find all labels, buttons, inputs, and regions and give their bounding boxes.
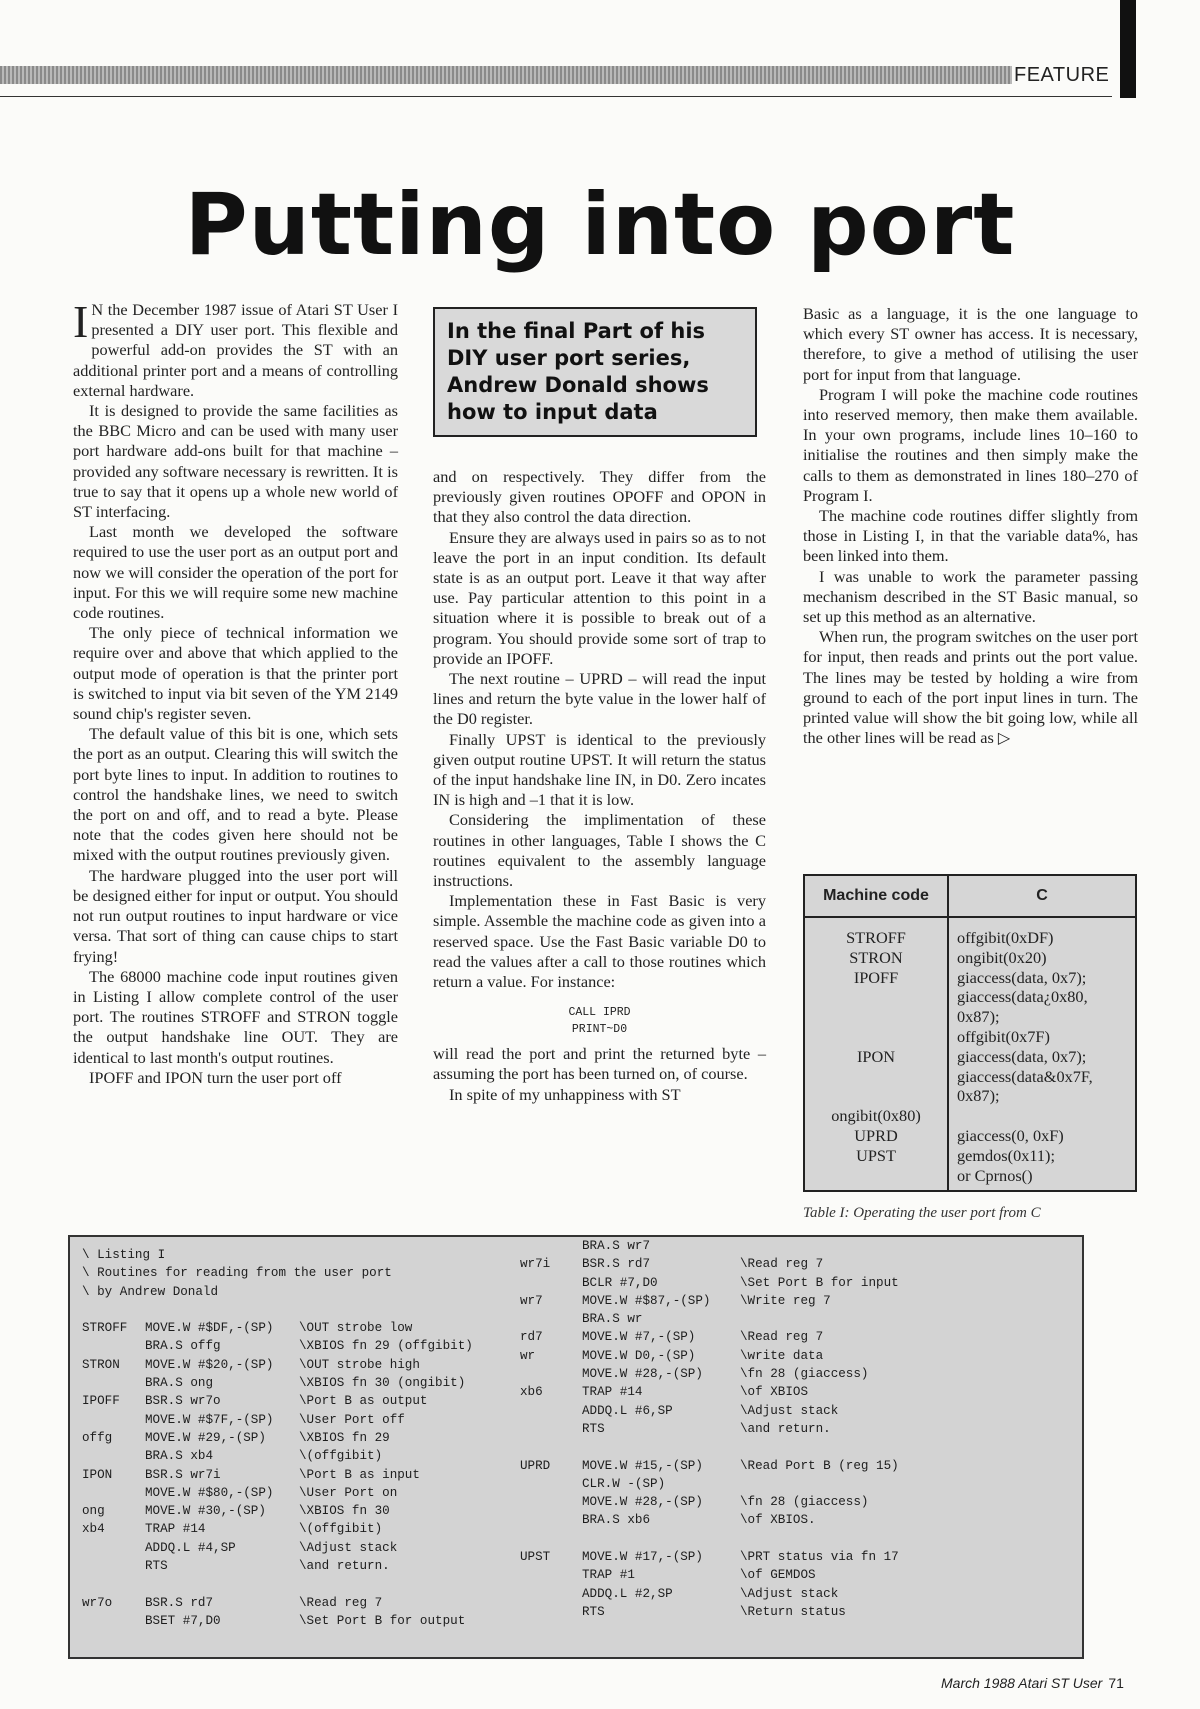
continued-arrow-icon: ▷ xyxy=(997,730,1011,748)
listing-instruction: BRA.S xb4 xyxy=(145,1449,214,1464)
section-label: FEATURE xyxy=(1014,64,1110,86)
table-cell-machine-code xyxy=(805,1166,947,1186)
listing-row xyxy=(520,1347,899,1365)
code-example xyxy=(433,1004,766,1038)
paragraph: The default value of this bit is one, which sets the port as an output. Clearing this will switch the port byte lines to input. In addition to routines to control the handshake lines, we need to switch the port on and off, and to read a byte. Please note that the codes given here should not be mixed with the output routines previously given. xyxy=(73,724,398,865)
listing-row xyxy=(82,1466,473,1484)
listing-comment: \(offgibit) xyxy=(299,1522,383,1537)
listing-label xyxy=(520,1310,582,1328)
header-rule-bar xyxy=(0,66,1012,84)
listing-instruction: BCLR #7,D0 xyxy=(582,1275,658,1290)
paragraph: I was unable to work the parameter passing mechanism described in the ST Basic manual, so set up this method as an alternative. xyxy=(803,566,1138,627)
table-cell-machine-code: UPRD xyxy=(854,1125,898,1145)
paragraph: In spite of my unhappiness with ST xyxy=(449,1084,681,1104)
listing-comment: \XBIOS fn 29 xyxy=(299,1430,390,1445)
listing-comment: \XBIOS fn 30 xyxy=(299,1504,390,1519)
listing-instruction: MOVE.W #28,-(SP) xyxy=(582,1367,703,1382)
listing-label xyxy=(520,1475,582,1493)
paragraph: When run, the program switches on the user port for input, then reads and prints out the port value. The lines may be tested by holding a wire from ground to each of the port input lines in turn. The printed value will show the bit going low, while all the other lines will be read as ▷ xyxy=(803,627,1138,748)
listing-instruction: BRA.S wr7 xyxy=(582,1239,651,1253)
listing-comment: \OUT strobe high xyxy=(299,1357,420,1372)
table-body xyxy=(805,918,1135,1190)
listing-instruction: BSR.S wr7i xyxy=(145,1467,221,1482)
listing-label xyxy=(82,1301,145,1319)
listing-comment: \Write reg 7 xyxy=(740,1293,831,1308)
table-cell-c: giaccess(data¿0x80, xyxy=(957,987,1088,1007)
listing-instruction: MOVE.W #$80,-(SP) xyxy=(145,1485,274,1500)
listing-instruction: ADDQ.L #6,SP xyxy=(582,1403,673,1418)
table-cell-c: giaccess(data, 0x7); xyxy=(957,967,1087,987)
listing-instruction: TRAP #1 xyxy=(582,1568,635,1583)
table-cell-c: or Cprnos() xyxy=(957,1165,1033,1185)
listing-row xyxy=(520,1548,899,1566)
listing-row xyxy=(82,1594,473,1612)
listing-row xyxy=(520,1383,899,1401)
table-cell-c: ongibit(0x20) xyxy=(957,947,1047,967)
table-cell-c: 0x87); xyxy=(957,1086,1000,1106)
listing-comment: \Adjust stack xyxy=(299,1540,398,1555)
listing-label: IPON xyxy=(82,1467,113,1482)
table-cell-machine-code xyxy=(805,1027,947,1047)
listing-label: ong xyxy=(82,1504,105,1519)
page-footer xyxy=(941,1675,1124,1691)
listing-row xyxy=(82,1283,473,1301)
listing-instruction: MOVE.W #30,-(SP) xyxy=(145,1504,266,1519)
listing-row xyxy=(520,1566,899,1584)
listing-label xyxy=(82,1484,145,1502)
listing-comment: \and return. xyxy=(299,1559,390,1574)
listing-label xyxy=(520,1530,582,1548)
table-cell-c: giaccess(data&0x7F, xyxy=(957,1066,1093,1086)
listing-row xyxy=(82,1447,473,1465)
listing-label xyxy=(82,1447,145,1465)
table-cell-c xyxy=(957,1106,1129,1126)
table-cell-c: giaccess(data, 0x7); xyxy=(957,1046,1087,1066)
table-column-c xyxy=(949,918,1135,1190)
listing-row xyxy=(82,1264,473,1282)
paragraph: Finally UPST is identical to the previously given output routine UPST. It will return the status of the input handshake line IN, in D0. Zero incates IN is high and –1 that it is low. xyxy=(433,729,766,810)
listing-label: wr7i xyxy=(520,1257,551,1272)
listing-row xyxy=(82,1301,473,1319)
listing-label: STROFF xyxy=(82,1321,128,1336)
listing-comment: \and return. xyxy=(740,1421,831,1436)
listing-label: offg xyxy=(82,1430,113,1445)
table-cell-c: 0x87); xyxy=(957,1007,1000,1027)
listing-row xyxy=(82,1356,473,1374)
standfirst-box: In the final Part of his DIY user port series, Andrew Donald shows how to input data xyxy=(433,307,757,437)
listing-instruction: CLR.W -(SP) xyxy=(582,1476,666,1491)
listing-comment: \(offgibit) xyxy=(299,1449,383,1464)
listing-label xyxy=(82,1575,145,1593)
page-number: 71 xyxy=(1108,1675,1124,1691)
table-cell-c: offgibit(0xDF) xyxy=(957,928,1054,947)
listing-row xyxy=(520,1365,899,1383)
listing-instruction xyxy=(145,1301,299,1319)
listing-row xyxy=(520,1237,899,1255)
listing-label: wr xyxy=(520,1348,536,1363)
listing-row xyxy=(82,1612,473,1630)
listing-label xyxy=(520,1493,582,1511)
listing-instruction: ADDQ.L #2,SP xyxy=(582,1586,673,1601)
listing-row xyxy=(520,1603,899,1621)
listing-row xyxy=(520,1402,899,1420)
header-thin-rule xyxy=(0,96,1112,97)
listing-row xyxy=(520,1511,899,1529)
listing-instruction: ADDQ.L #4,SP xyxy=(145,1540,236,1555)
listing-instruction: MOVE.W #28,-(SP) xyxy=(582,1495,703,1510)
listing-comment: \fn 28 (giaccess) xyxy=(740,1495,869,1510)
listing-row xyxy=(82,1429,473,1447)
listing-label: xb6 xyxy=(520,1385,543,1400)
listing-label xyxy=(520,1603,582,1621)
table-cell-machine-code: UPST xyxy=(856,1145,896,1165)
paragraph: Considering the implimentation of these routines in other languages, Table I shows the C routines equivalent to the assembly language instructions. xyxy=(433,810,766,891)
code-line: CALL IPRD xyxy=(568,1006,631,1020)
listing-label xyxy=(82,1539,145,1557)
listing-comment: \XBIOS fn 30 (ongibit) xyxy=(299,1376,466,1391)
table-cell-machine-code: STRON xyxy=(849,947,903,967)
listing-comment: \Read reg 7 xyxy=(299,1595,383,1610)
listing-label xyxy=(520,1585,582,1603)
listing-instruction: MOVE.W #$DF,-(SP) xyxy=(145,1321,274,1336)
listing-instruction: TRAP #14 xyxy=(145,1522,206,1537)
table-header-machine-code: Machine code xyxy=(805,876,949,916)
listing-row xyxy=(82,1319,473,1337)
listing-row xyxy=(520,1292,899,1310)
listing-row xyxy=(82,1246,473,1264)
listing-row xyxy=(520,1493,899,1511)
column-3 xyxy=(803,304,1138,749)
listing-label xyxy=(520,1237,582,1255)
paragraph: and on respectively. They differ from the previously given routines OPOFF and OPON in that they also control the data direction. xyxy=(433,467,766,527)
listing-row xyxy=(82,1520,473,1538)
listing-left-panel xyxy=(82,1246,473,1630)
listing-comment: \Port B as input xyxy=(299,1467,420,1482)
listing-row xyxy=(520,1438,899,1456)
listing-instruction: BSR.S rd7 xyxy=(145,1595,214,1610)
listing-row xyxy=(82,1557,473,1575)
paragraph: Last month we developed the software required to use the user port as an output port and now we will consider the operation of the port for input. For this we will require some new machine code routines. xyxy=(73,522,398,623)
paragraph: will read the port and print the returned byte – assuming the port has been turned on, of course. xyxy=(433,1044,766,1084)
paragraph: Implementation these in Fast Basic is very simple. Assemble the machine code as given into a reserved space. Use the Fast Basic variable D0 to read the values after a call to those routines which return a value. For instance: xyxy=(433,891,766,992)
listing-instruction: RTS xyxy=(582,1421,605,1436)
table-caption: Table I: Operating the user port from C xyxy=(803,1205,1041,1221)
listing-label xyxy=(520,1365,582,1383)
article-title: Putting into port xyxy=(184,175,1016,275)
listing-label xyxy=(82,1337,145,1355)
listing-comment: \User Port off xyxy=(299,1412,405,1427)
paragraph: The hardware plugged into the user port will be designed either for input or output. You should not run output routines to input hardware or vice versa. That sort of thing can cause chips to start frying! xyxy=(73,865,398,966)
table-cell-c: offgibit(0x7F) xyxy=(957,1026,1050,1046)
listing-label xyxy=(82,1557,145,1575)
listing-comment: \Read reg 7 xyxy=(740,1257,824,1272)
listing-instruction xyxy=(582,1438,740,1456)
listing-label: UPRD xyxy=(520,1458,551,1473)
listing-label: wr7 xyxy=(520,1293,543,1308)
table-cell-machine-code xyxy=(805,987,947,1007)
listing-comment: \write data xyxy=(740,1348,824,1363)
listing-row xyxy=(520,1457,899,1475)
paragraph: IPOFF and IPON turn the user port off xyxy=(89,1067,342,1087)
listing-comment: \PRT status via fn 17 xyxy=(740,1550,899,1565)
listing-instruction: MOVE.W #17,-(SP) xyxy=(582,1550,703,1565)
listing-label xyxy=(82,1411,145,1429)
table-cell-machine-code: IPOFF xyxy=(853,967,899,987)
listing-row xyxy=(82,1337,473,1355)
listing-instruction: MOVE.W #29,-(SP) xyxy=(145,1430,266,1445)
listing-instruction xyxy=(145,1575,299,1593)
table-header xyxy=(805,876,1135,918)
table-cell-machine-code xyxy=(805,1007,947,1027)
listing-instruction: MOVE.W D0,-(SP) xyxy=(582,1348,696,1363)
listing-row xyxy=(520,1420,899,1438)
listing-label xyxy=(520,1566,582,1584)
footer-issue: March 1988 Atari ST User xyxy=(941,1675,1103,1691)
listing-label xyxy=(520,1511,582,1529)
page-edge-bar xyxy=(1120,0,1136,98)
table-cell-machine-code xyxy=(805,1067,947,1087)
listing-comment: \of XBIOS. xyxy=(740,1513,816,1528)
paragraph: Basic as a language, it is the one language to which every ST owner has access. It is necessary, therefore, to give a method of utilising the user port for input from that language. xyxy=(803,304,1138,384)
listing-instruction: BRA.S ong xyxy=(145,1376,214,1391)
listing-comment: \of GEMDOS xyxy=(740,1568,816,1583)
listing-instruction: BSR.S wr7o xyxy=(145,1394,221,1409)
listing-instruction: MOVE.W #15,-(SP) xyxy=(582,1458,703,1473)
listing-comment: \of XBIOS xyxy=(740,1385,809,1400)
listing-row xyxy=(82,1539,473,1557)
listing-row xyxy=(520,1530,899,1548)
table-header-c: C xyxy=(1036,887,1048,904)
listing-label xyxy=(82,1612,145,1630)
listing-comment: \ Listing I xyxy=(82,1248,166,1262)
listing-label: rd7 xyxy=(520,1330,543,1345)
listing-instruction: MOVE.W #7,-(SP) xyxy=(582,1330,696,1345)
table-cell-machine-code xyxy=(805,1086,947,1106)
listing-instruction: BRA.S wr xyxy=(582,1312,643,1327)
listing-instruction: MOVE.W #$20,-(SP) xyxy=(145,1357,274,1372)
listing-row xyxy=(82,1575,473,1593)
listing-1 xyxy=(68,1235,1084,1659)
listing-row xyxy=(82,1392,473,1410)
listing-comment: \fn 28 (giaccess) xyxy=(740,1367,869,1382)
listing-instruction: MOVE.W #$87,-(SP) xyxy=(582,1293,711,1308)
listing-label: IPOFF xyxy=(82,1394,120,1409)
listing-comment: \Port B as output xyxy=(299,1394,428,1409)
table-1 xyxy=(803,874,1137,1192)
paragraph: I N the December 1987 issue of Atari ST User I presented a DIY user port. This flexible and powerful add-on provides the ST with an additional printer port and a means of controlling external hardware. xyxy=(73,296,398,400)
listing-label: UPST xyxy=(520,1550,551,1565)
listing-label xyxy=(520,1420,582,1438)
listing-label: wr7o xyxy=(82,1595,113,1610)
listing-instruction xyxy=(582,1530,740,1548)
listing-row xyxy=(520,1585,899,1603)
listing-row xyxy=(82,1502,473,1520)
listing-label xyxy=(82,1374,145,1392)
listing-comment: \Read Port B (reg 15) xyxy=(740,1458,899,1473)
listing-comment: \OUT strobe low xyxy=(299,1321,413,1336)
table-cell-c: gemdos(0x11); xyxy=(957,1145,1055,1165)
listing-instruction: RTS xyxy=(582,1604,605,1619)
listing-row xyxy=(520,1475,899,1493)
table-cell-machine-code: ongibit(0x80) xyxy=(831,1106,921,1126)
listing-label: xb4 xyxy=(82,1522,105,1537)
paragraph: The machine code routines differ slightly from those in Listing I, in that the variable data%, has been linked into them. xyxy=(803,506,1138,566)
listing-row xyxy=(520,1255,899,1273)
listing-row xyxy=(520,1328,899,1346)
listing-comment: \XBIOS fn 29 (offgibit) xyxy=(299,1339,473,1354)
listing-row xyxy=(82,1411,473,1429)
code-line: PRINT~D0 xyxy=(571,1023,628,1037)
listing-comment: \Set Port B for input xyxy=(740,1275,899,1290)
listing-comment: \Adjust stack xyxy=(740,1586,839,1601)
listing-label xyxy=(520,1438,582,1456)
listing-row xyxy=(82,1374,473,1392)
listing-right-panel xyxy=(520,1237,899,1621)
listing-comment: \ Routines for reading from the user port xyxy=(82,1266,392,1281)
listing-instruction: BRA.S xb6 xyxy=(582,1513,651,1528)
listing-comment: \Read reg 7 xyxy=(740,1330,824,1345)
listing-comment: \User Port on xyxy=(299,1485,398,1500)
listing-instruction: BSET #7,D0 xyxy=(145,1613,221,1628)
table-cell-machine-code: IPON xyxy=(857,1046,895,1066)
listing-instruction: RTS xyxy=(145,1559,168,1574)
listing-comment: \Return status xyxy=(740,1604,846,1619)
paragraph: Program I will poke the machine code routines into reserved memory, then make them available. In your own programs, include lines 10–160 to initialise the routines and then simply make the calls to them as demonstrated in lines 180–270 of Program I. xyxy=(803,384,1138,505)
column-1 xyxy=(73,296,398,1088)
listing-comment: \ by Andrew Donald xyxy=(82,1284,219,1299)
paragraph: It is designed to provide the same facilities as the BBC Micro and can be used with many user port hardware add-ons built for that machine – provided any software necessary is rewritten. It is true to say that it opens up a whole new world of ST interfacing. xyxy=(73,401,398,522)
paragraph: The next routine – UPRD – will read the input lines and return the byte value in the lower half of the D0 register. xyxy=(433,669,766,729)
listing-instruction: BSR.S rd7 xyxy=(582,1257,651,1272)
listing-instruction: BRA.S offg xyxy=(145,1339,221,1354)
paragraph: The only piece of technical information we require over and above that which applied to the output mode of operation is that the printer port is switched to input via bit seven of the YM 2149 sound chip's register seven. xyxy=(73,623,398,724)
listing-row xyxy=(82,1484,473,1502)
listing-label xyxy=(520,1402,582,1420)
listing-comment: \Set Port B for output xyxy=(299,1613,466,1628)
column-2 xyxy=(433,467,766,1105)
listing-instruction: TRAP #14 xyxy=(582,1385,643,1400)
listing-row xyxy=(520,1310,899,1328)
table-cell-c: giaccess(0, 0xF) xyxy=(957,1125,1064,1145)
listing-instruction: MOVE.W #$7F,-(SP) xyxy=(145,1412,274,1427)
paragraph: The 68000 machine code input routines given in Listing I allow complete control of the user port. The routines STROFF and STRON toggle the output handshake line OUT. They are identical to last month's output routines. xyxy=(73,966,398,1067)
listing-comment: \Adjust stack xyxy=(740,1403,839,1418)
table-column-machine-code xyxy=(805,918,949,1190)
listing-row xyxy=(520,1274,899,1292)
drop-cap: I xyxy=(73,296,89,347)
listing-label: STRON xyxy=(82,1357,120,1372)
table-cell-machine-code: STROFF xyxy=(846,928,906,947)
paragraph: Ensure they are always used in pairs so as to not leave the port in an input condition. Its default state is as an output port. Leave it that way after use. Pay particular attention to this point in a situation where it is possible to break out of a program. You should provide some sort of trap to provide an IPOFF. xyxy=(433,527,766,668)
listing-label xyxy=(520,1274,582,1292)
